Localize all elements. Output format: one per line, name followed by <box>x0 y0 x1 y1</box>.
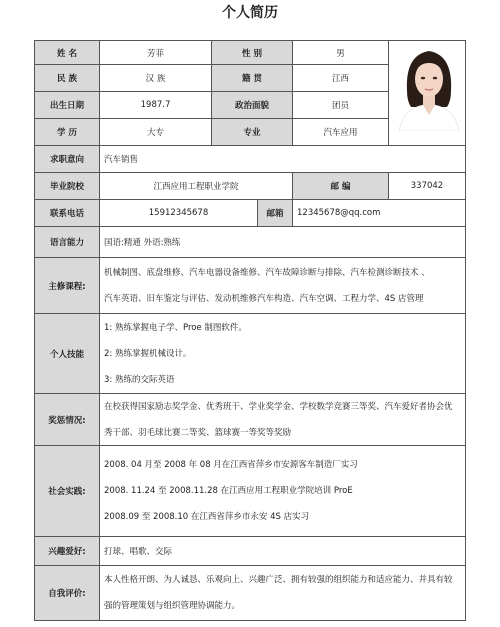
name-value: 芳菲 <box>99 40 212 65</box>
native-place-label: 籍 贯 <box>211 64 293 92</box>
skills-value <box>99 313 466 394</box>
courses-line: 汽车英语、旧车鉴定与评估、发动机维修汽车构造、汽车空调、工程力学、4S 店管理 <box>104 293 424 304</box>
courses-value <box>99 257 466 314</box>
birth-value: 1987.7 <box>99 91 212 119</box>
practice-line: 2008.09 至 2008.10 在江西省萍乡市永安 4S 店实习 <box>104 512 310 522</box>
politics-value: 团员 <box>292 91 389 119</box>
zip-value: 337042 <box>388 172 466 200</box>
hobby-value: 打球、唱歌、交际 <box>99 536 466 566</box>
courses-line: 机械制图、底盘维修、汽车电器设备维修、汽车故障诊断与排除、汽车检测诊断技术 、 <box>104 267 430 278</box>
hobby-label: 兴趣爱好: <box>34 536 100 566</box>
name-label: 姓 名 <box>34 40 100 65</box>
school-label: 毕业院校 <box>34 172 100 200</box>
self-eval-value <box>99 565 466 621</box>
practice-line: 2008. 04 月至 2008 年 08 月在江西省萍乡市安源客车制造厂实习 <box>104 460 358 470</box>
awards-value <box>99 393 466 446</box>
phone-value: 15912345678 <box>99 199 258 227</box>
language-label: 语言能力 <box>34 226 100 258</box>
zip-label: 邮 编 <box>292 172 389 200</box>
avatar <box>393 41 465 131</box>
courses-label: 主修课程: <box>34 257 100 314</box>
job-intent-value: 汽车销售 <box>99 145 466 173</box>
practice-value <box>99 445 466 537</box>
skill-line: 3: 熟练的交际英语 <box>104 374 175 385</box>
awards-label: 奖惩情况: <box>34 393 100 446</box>
ethnicity-value: 汉 族 <box>99 64 212 92</box>
practice-line: 2008. 11.24 至 2008.11.28 在江西应用工程职业学院培训 ProE <box>104 486 353 496</box>
self-eval-line: 强的管理策划与组织管理协调能力。 <box>104 601 241 611</box>
language-value: 国语:精通 外语:熟练 <box>99 226 466 258</box>
awards-line: 在校获得国家励志奖学金、优秀班干、学业奖学金、学校数学竞赛三等奖、汽车爱好者协会优 <box>104 401 453 412</box>
education-value: 大专 <box>99 118 212 146</box>
practice-label: 社会实践: <box>34 445 100 537</box>
skills-label: 个人技能 <box>34 313 100 394</box>
phone-label: 联系电话 <box>34 199 100 227</box>
job-intent-label: 求职意向 <box>34 145 100 173</box>
school-value: 江西应用工程职业学院 <box>99 172 293 200</box>
politics-label: 政治面貌 <box>211 91 293 119</box>
birth-label: 出生日期 <box>34 91 100 119</box>
ethnicity-label: 民 族 <box>34 64 100 92</box>
gender-label: 性 别 <box>211 40 293 65</box>
skill-line: 2: 熟练掌握机械设计。 <box>104 348 192 359</box>
email-value: 12345678@qq.com <box>292 199 466 227</box>
major-value: 汽车应用 <box>292 118 389 146</box>
education-label: 学 历 <box>34 118 100 146</box>
native-place-value: 江西 <box>292 64 389 92</box>
gender-value: 男 <box>292 40 389 65</box>
page-title: 个人简历 <box>222 5 278 21</box>
email-label: 邮箱 <box>257 199 293 227</box>
major-label: 专业 <box>211 118 293 146</box>
self-eval-line: 本人性格开朗、为人诚恳、乐观向上、兴趣广泛、拥有较强的组织能力和适应能力、并具有较 <box>104 575 453 585</box>
self-eval-label: 自我评价: <box>34 565 100 621</box>
skill-line: 1: 熟练掌握电子学、Proe 制图软件。 <box>104 322 247 333</box>
awards-line: 秀干部、羽毛球比赛二等奖、篮球赛一等奖等奖励 <box>104 427 292 438</box>
